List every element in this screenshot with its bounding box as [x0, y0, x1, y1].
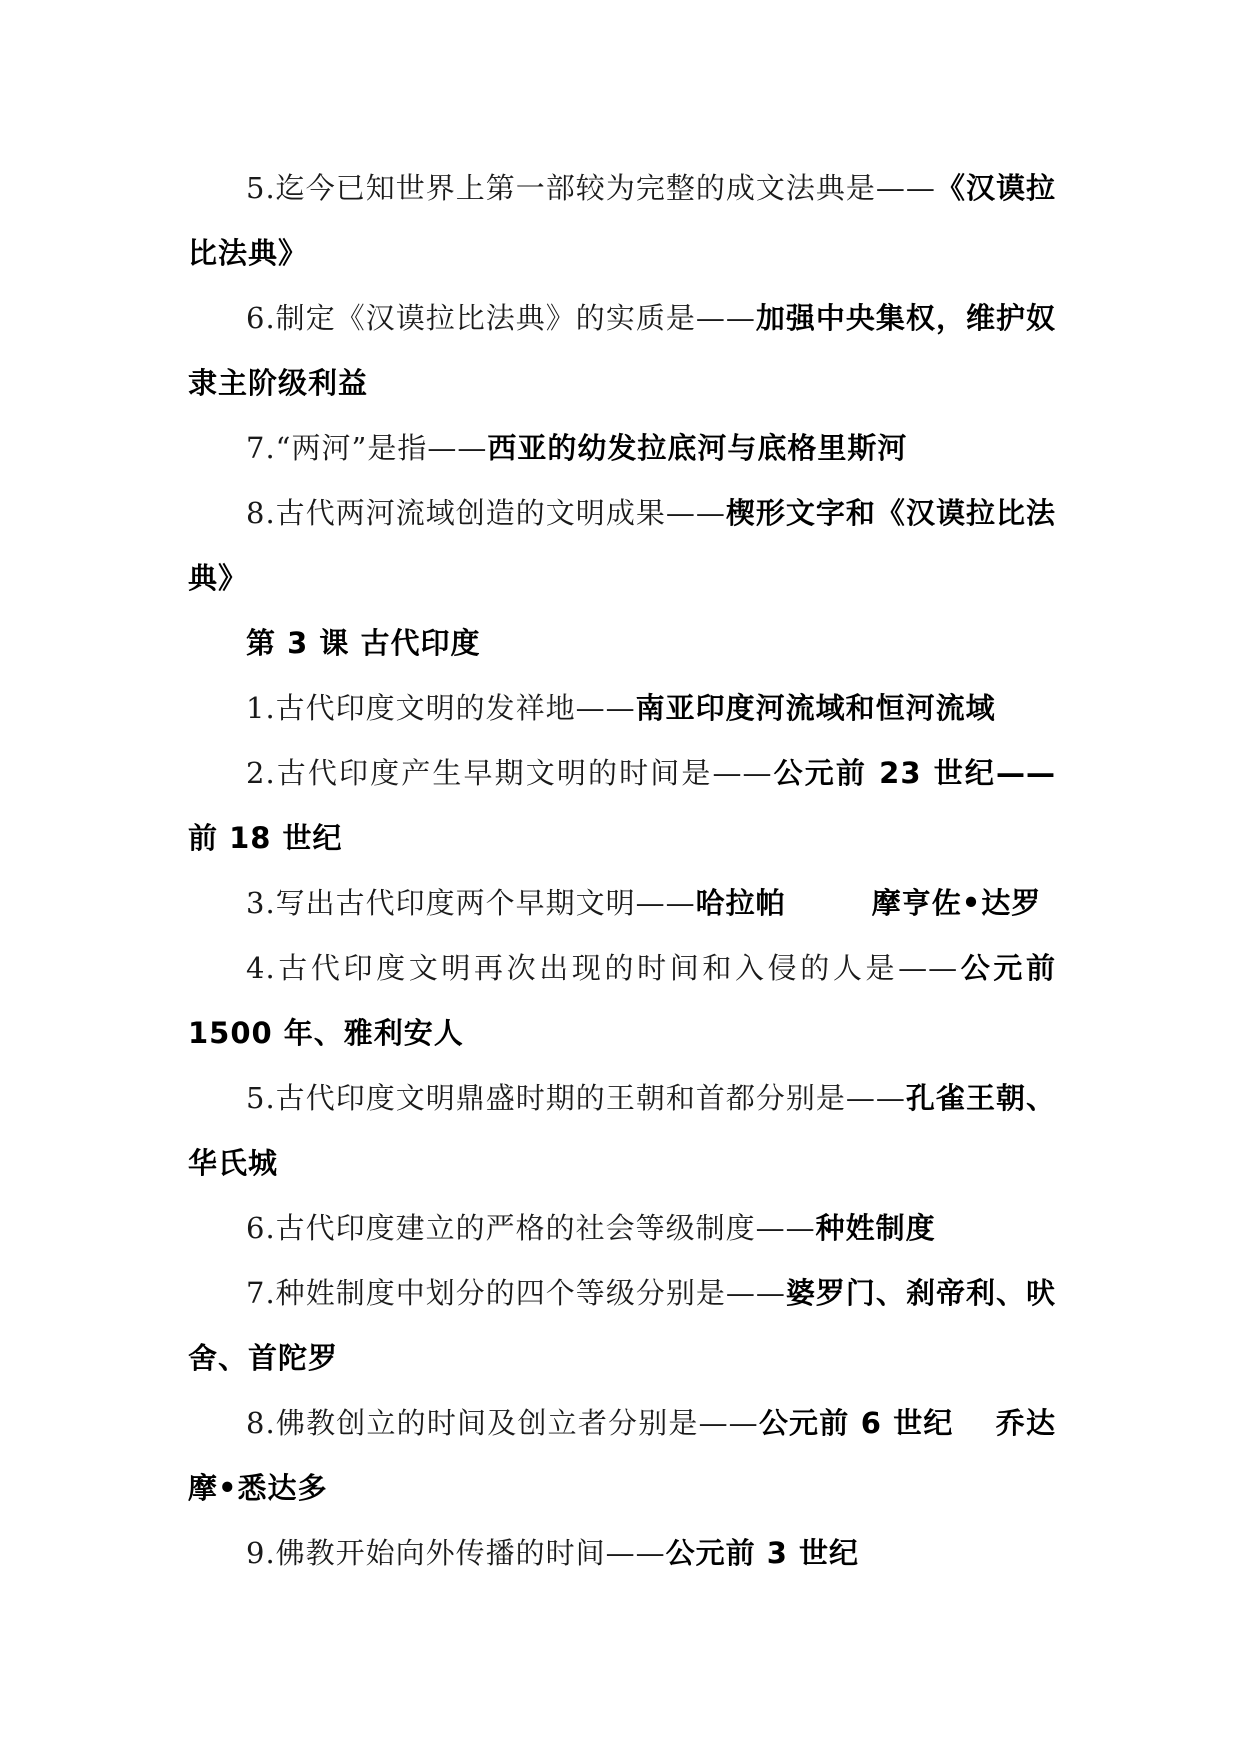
question-text: 9.佛教开始向外传播的时间——: [246, 1536, 666, 1570]
answer-text-secondary: 摩亨佐•达罗: [871, 886, 1042, 920]
answer-text: 公元前 23 世纪——前 18 世纪: [188, 756, 1056, 855]
question-text: 6.古代印度建立的严格的社会等级制度——: [246, 1211, 816, 1245]
list-item: [188, 416, 1056, 481]
answer-text: 孔雀王朝、华氏城: [188, 1081, 1056, 1180]
question-text: 7.种姓制度中划分的四个等级分别是——: [246, 1276, 786, 1310]
answer-text: 公元前 3 世纪: [665, 1536, 860, 1570]
list-item: [188, 1521, 1056, 1586]
list-item: [188, 1066, 1056, 1196]
question-text: 6.制定《汉谟拉比法典》的实质是——: [246, 301, 756, 335]
list-item: [188, 1391, 1056, 1521]
question-text: 2.古代印度产生早期文明的时间是——: [246, 756, 773, 790]
list-item: [188, 936, 1056, 1066]
question-text: 8.佛教创立的时间及创立者分别是——: [246, 1406, 759, 1440]
list-item: [188, 286, 1056, 416]
lesson-heading: 第 3 课 古代印度: [246, 626, 481, 660]
list-item: [188, 676, 1056, 741]
question-text: 5.古代印度文明鼎盛时期的王朝和首都分别是——: [246, 1081, 906, 1115]
answer-text: 《汉谟拉比法典》: [188, 171, 1056, 270]
answer-text: 西亚的幼发拉底河与底格里斯河: [487, 431, 908, 465]
question-text: 4.古代印度文明再次出现的时间和入侵的人是——: [246, 951, 959, 985]
list-item: [188, 156, 1056, 286]
answer-text: 南亚印度河流域和恒河流域: [635, 691, 996, 725]
answer-text: 公元前 6 世纪: [758, 1406, 954, 1440]
answer-text-secondary: 乔达摩•悉达多: [188, 1406, 1056, 1505]
question-text: 3.写出古代印度两个早期文明——: [246, 886, 696, 920]
list-item: [188, 871, 1056, 936]
answer-text: 种姓制度: [815, 1211, 936, 1245]
document-body: [188, 156, 1056, 1586]
question-text: 1.古代印度文明的发祥地——: [246, 691, 636, 725]
list-item: [188, 741, 1056, 871]
list-item: [188, 481, 1056, 611]
answer-text: 楔形文字和《汉谟拉比法典》: [188, 496, 1056, 595]
list-item: [188, 1196, 1056, 1261]
answer-text: 婆罗门、刹帝利、吠舍、首陀罗: [188, 1276, 1056, 1375]
list-item: [188, 1261, 1056, 1391]
question-text: 5.迄今已知世界上第一部较为完整的成文法典是——: [246, 171, 936, 205]
answer-text: 哈拉帕: [695, 886, 786, 920]
question-text: 8.古代两河流域创造的文明成果——: [246, 496, 726, 530]
question-text: 7.“两河”是指——: [246, 431, 488, 465]
answer-text: 加强中央集权，维护奴隶主阶级利益: [188, 301, 1056, 400]
answer-text: 公元前 1500 年、雅利安人: [188, 951, 1056, 1050]
